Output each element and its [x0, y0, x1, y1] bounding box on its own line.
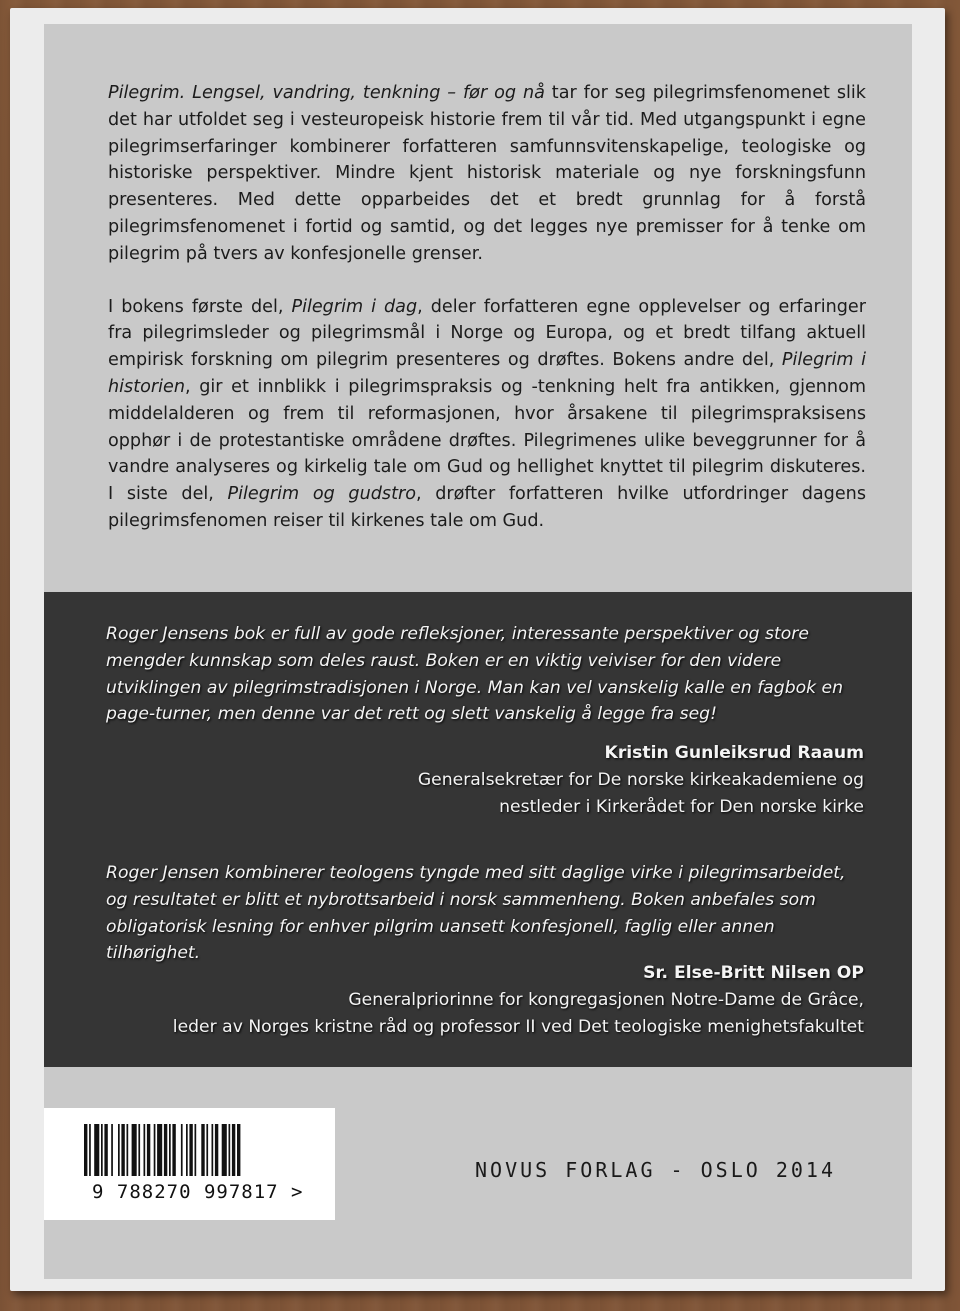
barcode-icon: [84, 1124, 294, 1182]
publisher-imprint: NOVUS FORLAG - OSLO 2014: [475, 1158, 836, 1182]
endorsement-attribution-2: [104, 960, 864, 1040]
endorser-name-2: Sr. Else-Britt Nilsen OP: [643, 963, 864, 983]
book-title: Pilegrim. Lengsel, vandring, tenkning – før og nå: [108, 83, 545, 103]
endorser-role-2b: leder av Norges kristne råd og professor II ved Det teologiske menighetsfakultet: [172, 1016, 864, 1037]
endorser-role-1a: Generalsekretær for De norske kirkeakademiene og: [417, 769, 864, 790]
description-paragraph-2: I bokens første del, Pilegrim i dag, deler forfatteren egne opplevelser og erfaringer fra pilegrimsleder og pilegrimsmål i Norge og Europa, og et bredt tilfang aktuell empirisk forskning om pilegrim presenteres og drøftes. Bokens andre del, Pilegrim i historien, gir et innblikk i pilegrimspraksis og -tenkning helt fra antikken, gjennom middelalderen og frem til reformasjonen, hvor årsakene til pilegrimspraksisens opphør i de protestantiske områdene drøftes. Pilegrimenes ulike beveggrunner for å vandre analyseres og kirkelig tale om Gud og hellighet knyttet til pilegrim diskuteres. I siste del, Pilegrim og gudstro, drøfter forfatteren hvilke utfordringer dagens pilegrimsfenomen reiser til kirkenes tale om Gud.: [108, 296, 866, 531]
endorser-role-2a: Generalpriorinne for kongregasjonen Notre-Dame de Grâce,: [348, 989, 864, 1010]
endorser-name-1: Kristin Gunleiksrud Raaum: [604, 743, 864, 763]
endorsement-quote-2: Roger Jensen kombinerer teologens tyngde med sitt daglige virke i pilegrimsarbeidet, og resultatet er blitt et nybrottsarbeid i norsk sammenheng. Boken anbefales som obligatorisk lesning for enhver pilgrim uansett konfesjonell, faglig eller annen tilhørighet.: [106, 863, 846, 964]
endorsement-quote-1: Roger Jensens bok er full av gode refleksjoner, interessante perspektiver og store mengder kunnskap som deles raust. Boken er en viktig veiviser for den videre utviklingen av pilegrimstradisjonen i Norge. Man kan vel vanskelig kalle en fagbok en page-turner, men denne var det rett og slett vanskelig å legge fra seg!: [106, 624, 844, 725]
barcode-label: [44, 1108, 335, 1220]
endorser-role-1b: nestleder i Kirkerådet for Den norske kirke: [499, 796, 864, 817]
description-paragraph-1: Pilegrim. Lengsel, vandring, tenkning – før og nå tar for seg pilegrimsfenomenet slik det har utfoldet seg i vesteuropeisk historie frem til vår tid. Med utgangspunkt i egne pilegrimserfaringer kombinerer forfatteren samfunnsvitenskapelige, teologiske og historiske perspektiver. Mindre kjent historisk materiale og nye forskningsfunn presenteres. Med dette opparbeides det et bredt grunnlag for å forstå pilegrimsfenomenet i fortid og samtid, og det legges nye premisser for å tenke om pilegrim på tvers av konfesjonelle grenser.: [108, 83, 866, 264]
endorsement-attribution-1: [104, 740, 864, 820]
isbn-digits: 9 788270 997817 >: [92, 1181, 304, 1203]
book-description: [108, 80, 866, 561]
